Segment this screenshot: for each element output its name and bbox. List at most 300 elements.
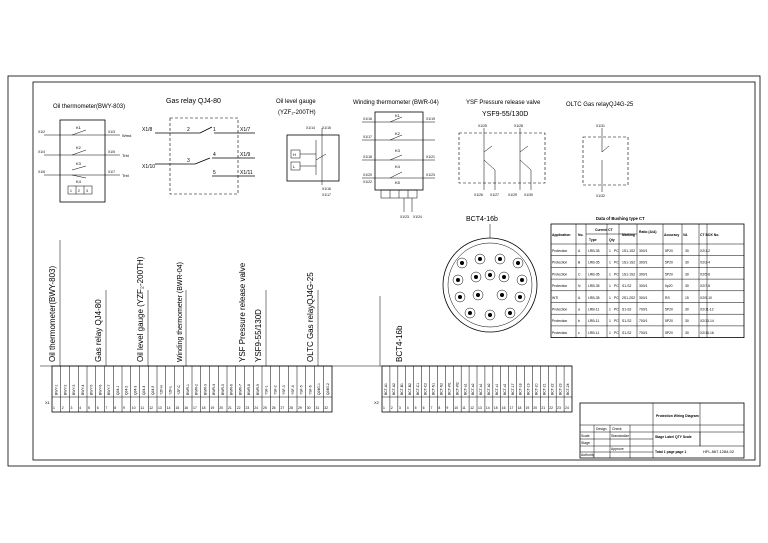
contact-k3: K3 [76, 161, 81, 166]
ct-table-frame [551, 224, 744, 338]
ct-table-cell: LRB-35 [588, 272, 600, 277]
terminal-name: BCT-20 [534, 383, 539, 395]
ct-table-cell: 5p20 [665, 284, 673, 289]
pin-label: X1/30 [524, 193, 533, 197]
box-label: 1 [70, 189, 72, 193]
ct-table-cell: Protection [552, 330, 568, 335]
bct-pin-group [453, 254, 527, 320]
ct-table-cell: LRB-11 [588, 307, 600, 312]
terminal-number: 21 [541, 406, 546, 410]
winding-thermometer-title: Winding thermometer (BWR-04) [353, 100, 439, 106]
terminal-number: 22 [549, 406, 554, 410]
terminal-number: 25 [263, 406, 267, 410]
terminal-name: YSF-5 [299, 385, 304, 395]
contact-k4: K4 [395, 164, 400, 169]
terminal-number: 18 [517, 406, 522, 410]
contact-label: H [293, 152, 296, 157]
pin-label: X1/17 [322, 193, 331, 197]
ct-table-header: Qty [609, 238, 615, 242]
terminal-number: 12 [149, 406, 154, 410]
pin-label: X1/29 [508, 193, 517, 197]
terminal-number: 17 [193, 406, 197, 410]
terminal-name: BWR-8 [247, 384, 252, 395]
bct-pin-dot [498, 257, 502, 261]
terminal-name: BCT-c1 [494, 383, 499, 395]
terminal-name: BCT-24 [566, 383, 571, 395]
pin-label: X1/7 [108, 170, 115, 174]
ct-table-header: VA [683, 233, 688, 237]
terminal-number: 13 [478, 406, 482, 410]
terminal-name: QJ4G-2 [325, 383, 330, 395]
ct-table-cell: S1-S2 [622, 307, 632, 312]
contact-k1: K1 [395, 113, 400, 118]
ct-table-cell: 30 [685, 249, 689, 253]
terminal-number: 6 [422, 406, 425, 410]
tb-design: Design [596, 427, 607, 431]
ct-table-cell: A [578, 295, 581, 300]
ct-table-header: CT BOX No. [700, 233, 720, 237]
terminal-number: 14 [166, 406, 171, 410]
terminal-name: QJ4-2 [124, 385, 129, 395]
output-label: Trbl [122, 173, 129, 178]
terminal-number: 30 [306, 406, 311, 410]
terminal-number: 2 [390, 406, 393, 410]
ct-table-cell: S1-S2 [622, 330, 632, 335]
terminal-name: BCT-22 [550, 383, 555, 395]
ct-table-cell: PC [614, 249, 619, 253]
terminal-name: BCT-17 [510, 383, 515, 395]
ct-table-cell: 700/1 [639, 307, 648, 312]
ct-table-cell: 1 [609, 272, 611, 277]
ct-table-cell: PC [614, 260, 619, 265]
ct-table-cell: 30 [685, 319, 689, 324]
ct-table-header: No. [578, 233, 584, 237]
terminal-number: 19 [525, 406, 530, 410]
pin-label: X1/16 [363, 117, 372, 121]
vlabel-oil-level-gauge: Oil level gauge (YZF₂-200TH) [136, 256, 145, 362]
vlabel-bct: BCT4-16b [395, 325, 404, 362]
terminal-name: BWR-2 [194, 384, 199, 395]
ct-table-cell: 300/1 [639, 284, 648, 289]
terminal-number: 17 [509, 406, 514, 410]
terminal-number: 32 [324, 406, 329, 410]
pin-label: X1/5 [108, 150, 115, 154]
bct-pin-dot [460, 261, 464, 265]
ct-table-cell: X2/1-2 [700, 249, 710, 253]
ct-table-grid [551, 224, 744, 338]
ct-table-cell: WTI [552, 295, 559, 300]
tb-authority: Authority [581, 453, 595, 457]
ct-table-cell: Protection [552, 319, 568, 324]
terminal-number: 26 [271, 406, 276, 410]
terminal-number: 12 [470, 406, 474, 410]
oil-thermometer-schematic [38, 104, 131, 202]
terminal-name: BWY-6 [98, 384, 103, 395]
ct-table-cell: X2/11-12 [700, 307, 714, 312]
ct-table-cell: A [578, 249, 581, 253]
ct-table-cell: 1S1-1S2 [622, 249, 636, 253]
terminal-name: YSF-6 [308, 385, 313, 395]
strip-x2-label: X2 [374, 400, 379, 405]
terminal-number: 21 [228, 406, 232, 410]
contact-k2: K2 [76, 145, 81, 150]
contact-label: L [293, 164, 296, 169]
bct-pin-dot [500, 293, 504, 297]
ct-table-cell: 15 [685, 295, 689, 300]
terminal-number: 22 [236, 406, 241, 410]
drawing-title: Protection Wiring Diagram [656, 414, 699, 418]
ct-table-header: Application [552, 233, 571, 237]
terminal-number: 7 [430, 406, 433, 410]
pin-label: X1/27 [490, 193, 499, 197]
terminal-name: BCT-a2 [471, 383, 476, 395]
terminal-number: 9 [446, 406, 449, 410]
ct-table-cell: 5P20 [665, 307, 673, 312]
ct-table-cell: Protection [552, 272, 568, 277]
tb-stage-label: Stage [581, 441, 590, 445]
terminal-label: X1/10 [142, 164, 156, 170]
terminal-number: 3 [70, 406, 73, 410]
terminal-number: 24 [254, 406, 259, 410]
ct-table-cell: b [578, 319, 580, 324]
terminal-number: 5 [88, 406, 90, 410]
oil-thermometer-enclosure [60, 120, 105, 202]
terminal-name: YZF-L [168, 385, 173, 395]
terminal-number: 1 [53, 406, 55, 410]
ysf-valve-model: YSF9-55/130D [482, 111, 529, 118]
bct-pin-dot [502, 275, 506, 279]
ct-table-cell: 1S1-1S2 [622, 260, 636, 265]
contact-number: 5 [213, 170, 216, 176]
terminal-name: QJ4-3 [133, 385, 138, 395]
box-label: 2 [78, 189, 80, 193]
vlabel-oil-thermometer: Oil thermometer(BWY-803) [48, 265, 57, 362]
terminal-number: 29 [298, 406, 302, 410]
ct-table-cell: LRB-35 [588, 295, 600, 300]
bct-pin-dot [468, 311, 472, 315]
bct-pin-dot [476, 293, 480, 297]
terminal-name: BWR-4 [212, 384, 217, 395]
terminal-number: 8 [438, 406, 441, 410]
ct-table-cell: 30 [685, 260, 689, 265]
ct-table-cell: Protection [552, 307, 568, 312]
tb-doc-no: HFL.867.1284-02 [703, 449, 735, 454]
ct-table-cell: c [578, 330, 580, 335]
ct-data-table [551, 216, 744, 338]
ct-table-cell: PC [614, 295, 619, 300]
terminal-label: X1/8 [142, 127, 153, 133]
gas-relay-schematic [142, 98, 255, 194]
pin-label: X1/17 [363, 135, 372, 139]
ct-table-cell: 30 [685, 330, 689, 335]
contact-number: 4 [213, 152, 216, 158]
terminal-name: QJ4-5 [150, 385, 155, 395]
terminal-name: BCT-a1 [463, 383, 468, 395]
terminal-name: BWR-1 [185, 384, 190, 395]
terminal-number: 19 [210, 406, 215, 410]
ct-table-cell: N [578, 284, 581, 289]
pin-label: X1/20 [363, 173, 372, 177]
title-block [580, 403, 744, 458]
pin-label: X1/28 [514, 124, 523, 128]
terminal-number: 5 [414, 406, 417, 410]
contact-k5: K5 [395, 180, 400, 185]
oil-level-gauge-schematic [276, 99, 339, 197]
contact-number: 2 [187, 127, 190, 133]
terminal-name: BCT-A1 [384, 383, 389, 395]
ct-table-cell: 5P20 [665, 319, 673, 324]
terminal-name: BCT-C1 [415, 382, 420, 395]
pin-label: X1/15 [322, 126, 331, 130]
ct-table-cell: PC [614, 319, 619, 324]
contact-k3: K3 [395, 148, 400, 153]
ct-table-cell: LRB-35 [588, 249, 600, 253]
bct-title: BCT4-16b [466, 216, 498, 223]
strip-x1-label: X1 [45, 400, 50, 405]
ct-table-cell: X2/7-8 [700, 284, 710, 289]
terminal-name: BCT-A2 [392, 383, 397, 395]
ct-table-cell: 1S1-1S2 [622, 272, 636, 277]
vlabel-oltc-relay: OLTC Gas relayQJ4G-25 [306, 272, 315, 362]
bct-pin-dot [456, 278, 460, 282]
pin-label: X1/4 [38, 150, 45, 154]
oil-level-gauge-title: Oil level gauge [276, 99, 316, 105]
terminal-number: 23 [245, 406, 250, 410]
ct-table-cell: 5P20 [665, 260, 673, 265]
terminal-number: 27 [280, 406, 285, 410]
terminal-name: BCT-18 [518, 383, 523, 395]
terminal-number: 24 [565, 406, 569, 410]
terminal-name: BWY-5 [89, 384, 94, 395]
bct-pin-dot [488, 313, 492, 317]
pin-label: X1/23 [400, 215, 409, 219]
bct-pin-dot [518, 295, 522, 299]
terminal-number: 11 [140, 406, 145, 410]
pin-label: X1/32 [596, 194, 605, 198]
ct-table-cell: PC [614, 330, 619, 335]
ct-table-cell: S1-S2 [622, 319, 632, 324]
terminal-number: 4 [79, 406, 82, 410]
terminal-number: 11 [462, 406, 466, 410]
terminal-label: X1/11 [240, 170, 253, 176]
terminal-name: BCT-N2 [439, 382, 444, 395]
box-label: 3 [86, 189, 88, 193]
ct-table-cell: 1 [609, 307, 611, 312]
ct-table-cell: B [578, 260, 581, 265]
terminal-number: 7 [105, 406, 108, 410]
ct-table-cell: 5P20 [665, 330, 673, 335]
pin-label: X1/31 [596, 124, 605, 128]
pin-label: X1/21 [426, 155, 435, 159]
ct-table-header: Ratio (A/A) [639, 230, 657, 234]
ct-table-cell: LRB-11 [588, 319, 600, 324]
terminal-name: BWR-7 [238, 384, 243, 395]
terminal-number: 28 [289, 406, 294, 410]
vlabel-ysf-model: YSF9-55/130D [254, 309, 263, 362]
ct-table-cell: X2/3-4 [700, 260, 710, 265]
ct-table-cell: 300/1 [639, 260, 648, 265]
terminal-name: BCT-W1 [447, 382, 452, 395]
ct-table-cell: PC [614, 307, 619, 312]
terminal-name: BCT-W2 [455, 382, 460, 395]
ct-table-cell: 30 [685, 272, 689, 277]
ysf-valve-schematic [459, 100, 545, 197]
ct-table-header: Type [589, 238, 597, 242]
terminal-number: 4 [406, 406, 409, 410]
ct-table-cell: PC [614, 272, 619, 277]
ct-table-cell: Protection [552, 249, 568, 253]
pin-label: X1/18 [363, 155, 372, 159]
terminal-name: BWR-9 [255, 384, 260, 395]
terminal-name: YSF-2 [273, 385, 278, 395]
terminal-number: 20 [219, 406, 224, 410]
contact-number: 3 [187, 158, 190, 164]
ct-table-cell: 30 [685, 284, 689, 289]
terminal-number: 15 [493, 406, 498, 410]
terminal-number: 10 [131, 406, 136, 410]
terminal-number: 9 [123, 406, 125, 410]
terminal-number: 18 [201, 406, 206, 410]
terminal-name: BCT-N1 [431, 382, 436, 395]
pin-label: X1/16 [322, 187, 331, 191]
ct-table-cell: LRB-35 [588, 284, 600, 289]
oltc-gas-relay-enclosure [583, 137, 628, 185]
pin-label: X1/19 [426, 117, 435, 121]
ct-table-header: Current CT [595, 228, 613, 232]
vlabel-winding-thermometer: Winding thermometer (BWR-04) [177, 262, 184, 362]
ct-table-cell: 1 [609, 319, 611, 324]
terminal-name: YZF-H [159, 385, 164, 395]
winding-thermometer-schematic [353, 100, 439, 219]
terminal-number: 23 [557, 406, 561, 410]
terminal-number: 16 [501, 406, 506, 410]
terminal-name: QJ4G-1 [317, 383, 322, 395]
terminal-name: BCT-b2 [487, 383, 492, 395]
terminal-name: BCT-B1 [399, 383, 404, 395]
vertical-label-group [48, 256, 404, 362]
terminal-name: BWY-3 [72, 384, 77, 395]
pin-label: X1/6 [38, 170, 45, 174]
ct-table-cell: 300/1 [639, 272, 648, 277]
oil-thermometer-title: Oil thermometer(BWY-803) [53, 104, 126, 110]
terminal-number: 1 [383, 406, 385, 410]
vlabel-ysf-valve: YSF Pressure release valve [238, 262, 247, 362]
ct-table-cell: 300/1 [639, 249, 648, 253]
ysf-valve-title: YSF Pressure release valve [466, 100, 541, 106]
vlabel-gas-relay: Gas relay QJ4-80 [94, 299, 103, 362]
bct-pin-dot [520, 278, 524, 282]
ct-table-cell: 300/1 [639, 295, 648, 300]
bct-pin-dot [458, 295, 462, 299]
terminal-name: YSF-1 [264, 385, 269, 395]
pin-label: X1/2 [38, 130, 45, 134]
oil-level-gauge-model: (YZF₂-200TH) [278, 110, 316, 116]
ct-table-cell: 1 [609, 284, 611, 289]
terminal-name: QJ4-1 [115, 385, 120, 395]
terminal-number: 31 [315, 406, 320, 410]
terminal-name: YSF-4 [290, 385, 295, 395]
ct-table-cell: LRB-35 [588, 260, 600, 265]
terminal-number: 6 [96, 406, 99, 410]
terminal-name: YSF-3 [282, 385, 287, 395]
ysf-valve-enclosure [459, 133, 545, 183]
terminal-name: BWR-5 [220, 384, 225, 395]
bct-pin-dot [508, 311, 512, 315]
pin-label: X1/25 [478, 124, 487, 128]
ct-table-header: Marking [622, 233, 635, 237]
tb-check: Check [612, 427, 622, 431]
terminal-name: BCT-C2 [423, 382, 428, 395]
terminal-name: BCT-b1 [479, 383, 484, 395]
terminal-number: 15 [175, 406, 180, 410]
terminal-name: BCT-19 [526, 383, 531, 395]
ct-table-cell: X2/15-16 [700, 330, 714, 335]
terminal-name: BCT-21 [542, 383, 547, 395]
terminal-number: 16 [184, 406, 189, 410]
terminal-strip-x1 [52, 366, 332, 412]
contact-number: 1 [213, 127, 216, 133]
oltc-gas-relay-title: OLTC Gas relayQJ4G-25 [566, 102, 634, 108]
output-label: Wmd [122, 133, 132, 138]
bct-pin-dot [478, 257, 482, 261]
pin-label: X1/14 [306, 126, 315, 130]
pin-label: X1/24 [413, 215, 422, 219]
tb-approve: Approve [611, 447, 624, 451]
terminal-name: YZF-C [177, 385, 182, 395]
terminal-name: BWR-3 [203, 384, 208, 395]
terminal-number: 13 [158, 406, 162, 410]
ct-table-cell: 1 [609, 295, 611, 300]
terminal-name: BWR-6 [229, 384, 234, 395]
ct-table-cell: X2/9-10 [700, 295, 712, 300]
output-label: Trbl [122, 153, 129, 158]
ct-table-cell: 1 [609, 249, 611, 253]
ct-table-cell: X2/5-6 [700, 272, 710, 277]
pin-label: X1/3 [108, 130, 115, 134]
ct-table-cell: RS [665, 295, 670, 300]
terminal-number: 20 [533, 406, 538, 410]
terminal-number: 3 [398, 406, 401, 410]
ct-table-cell: S1-S2 [622, 284, 632, 289]
ct-table-cell: LRB-11 [588, 330, 600, 335]
contact-k2: K2 [395, 131, 400, 136]
terminal-name: BCT-c2 [502, 383, 507, 395]
tb-stage-row: Stage Label QTY Scale [655, 435, 692, 439]
bct-pin-dot [516, 261, 520, 265]
tb-scale-label: Scale [581, 434, 590, 438]
gas-relay-title: Gas relay QJ4-80 [166, 98, 221, 105]
terminal-number: 14 [485, 406, 490, 410]
ct-table-cell: 30 [685, 307, 689, 312]
terminal-label: X1/9 [240, 152, 251, 158]
terminal-name: BWY-7 [107, 384, 112, 395]
oltc-gas-relay-schematic [566, 102, 634, 198]
tb-sheet: Total 1 page page 1 [655, 450, 687, 454]
terminal-name: BCT-23 [558, 383, 563, 395]
ct-table-cell: Protection [552, 260, 568, 265]
ct-table-cell: PC [614, 284, 619, 289]
tb-standard: Standardize [611, 434, 630, 438]
terminal-name: QJ4-4 [142, 385, 147, 395]
ct-table-cell: 1 [609, 330, 611, 335]
terminal-label: X1/7 [240, 127, 251, 133]
ct-table-cell: 700/1 [639, 330, 648, 335]
ct-table-cell: Protection [552, 284, 568, 289]
ct-table-cell: 5P20 [665, 272, 673, 277]
terminal-name: BWY-4 [80, 384, 85, 395]
ct-table-cell: 1 [609, 260, 611, 265]
ct-table-cell: X2/13-14 [700, 319, 714, 324]
